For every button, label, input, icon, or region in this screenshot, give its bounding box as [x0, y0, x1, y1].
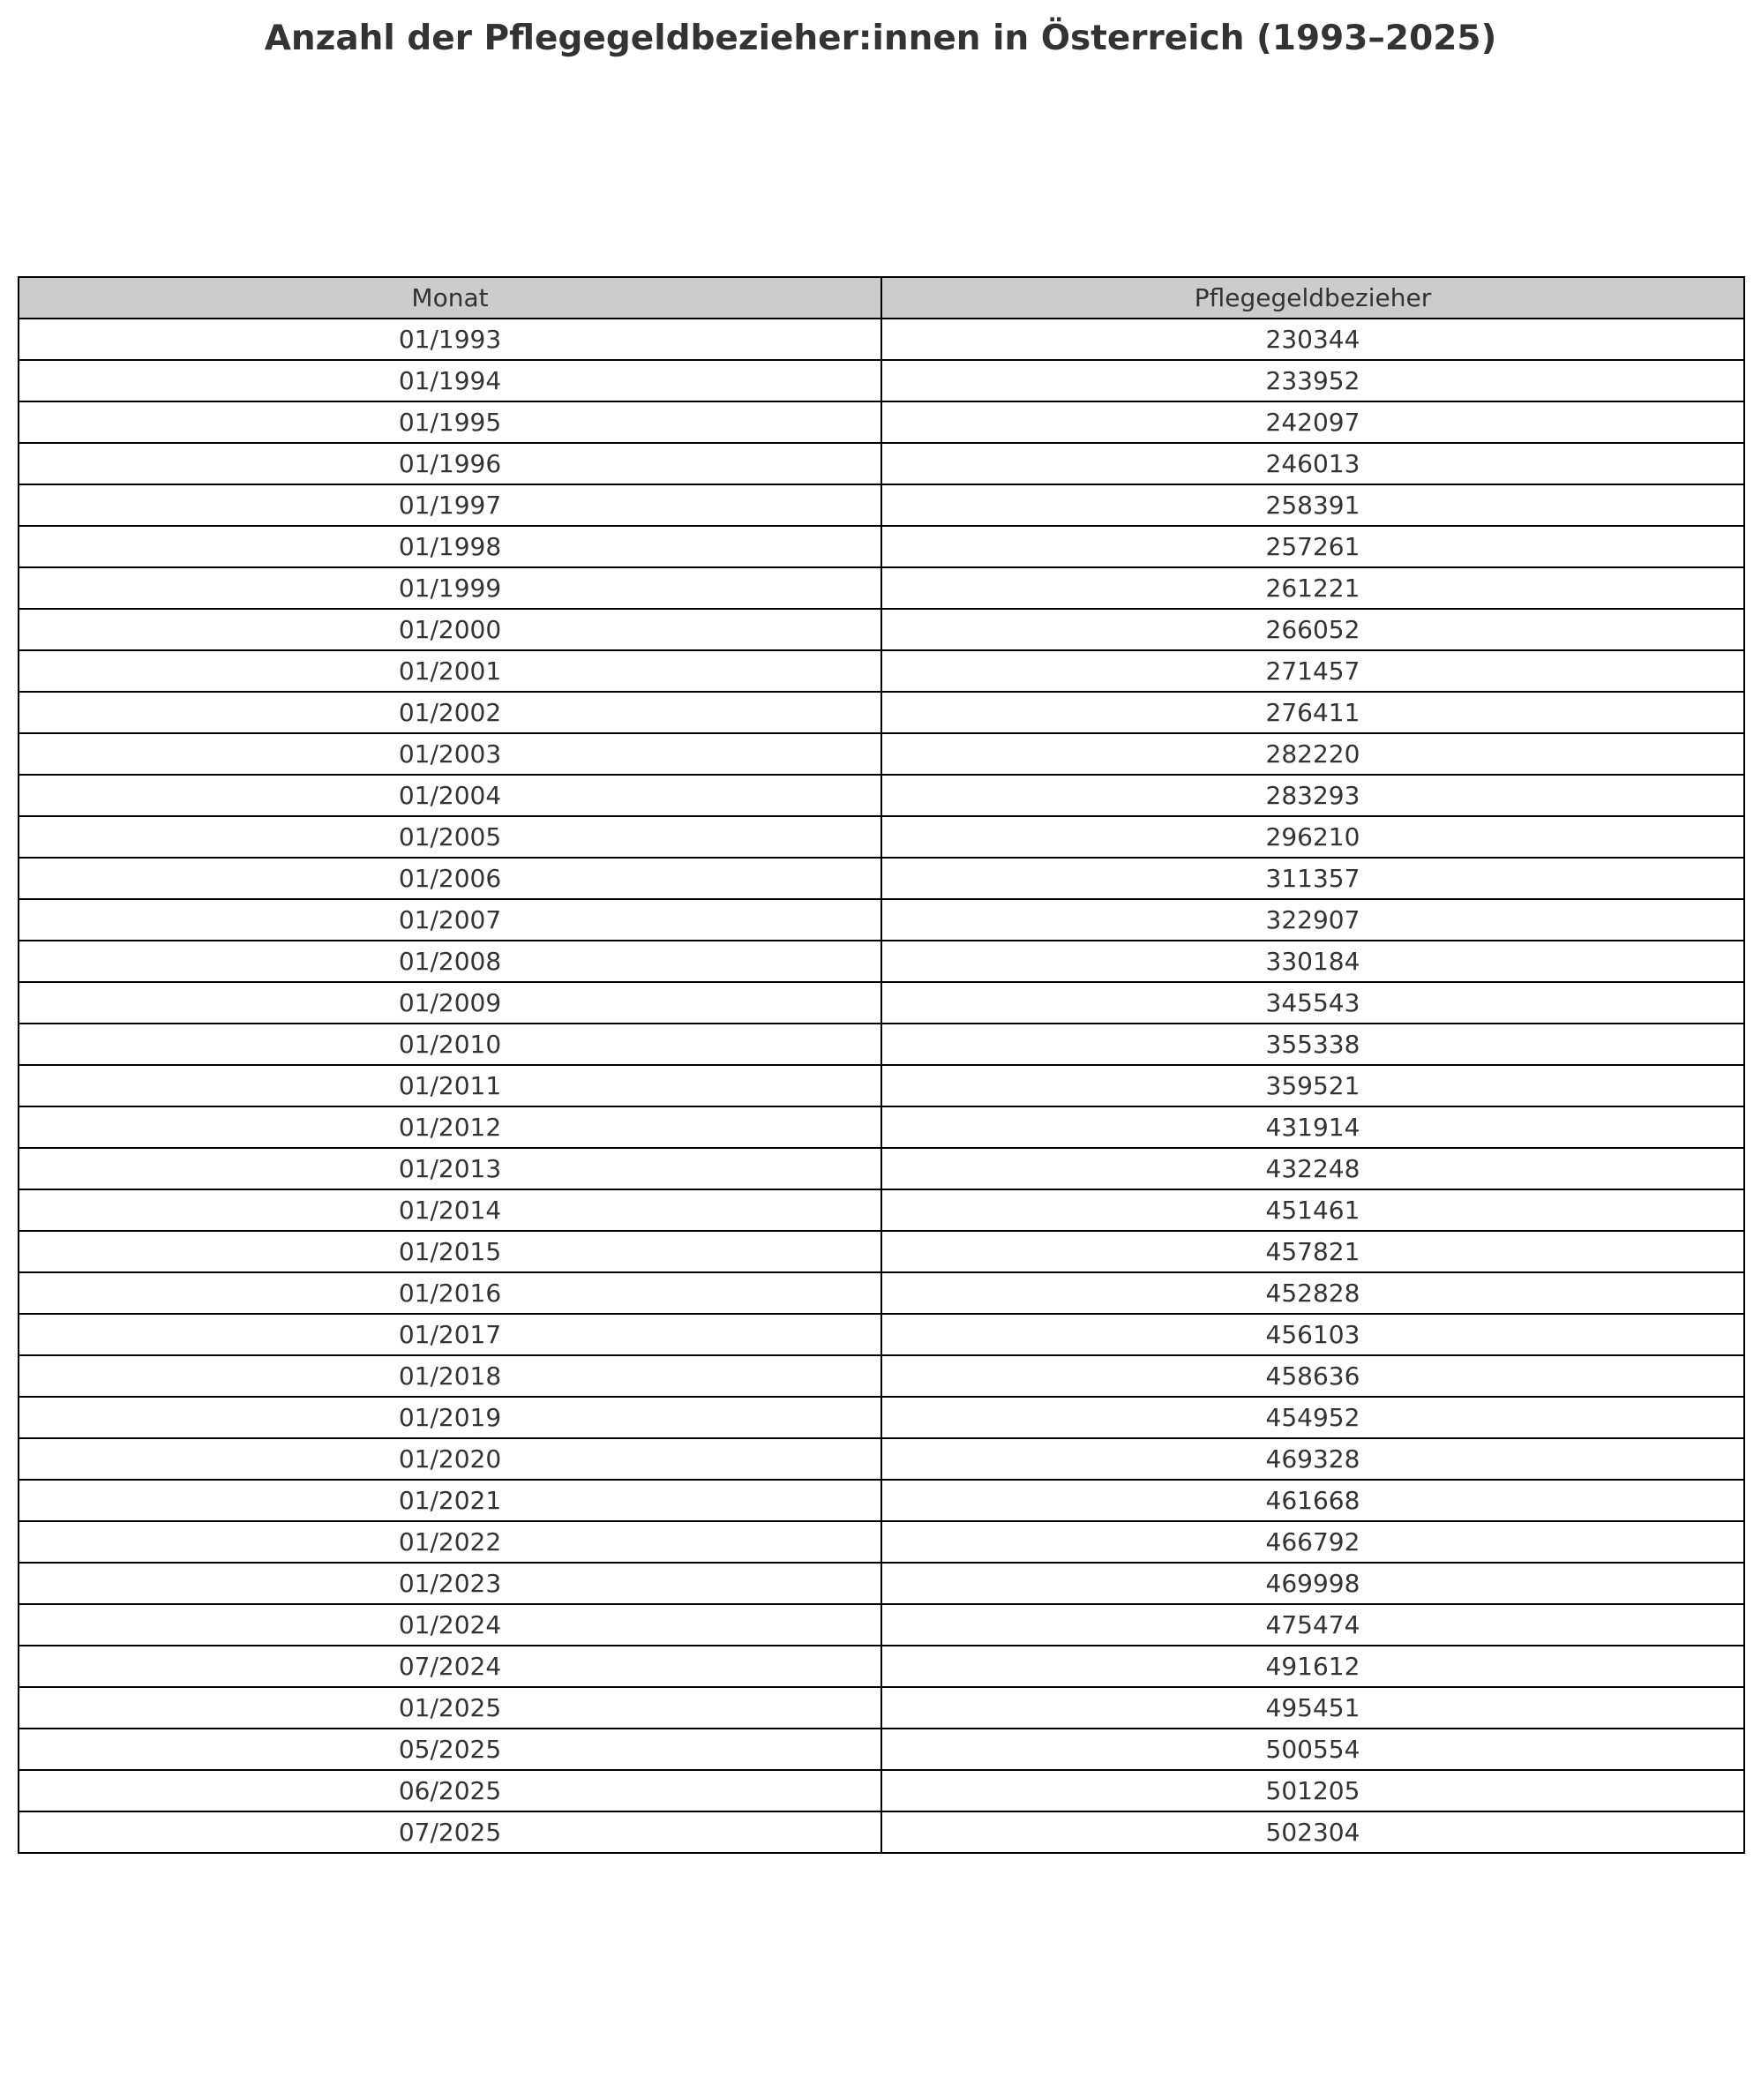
table-row [19, 1397, 1744, 1438]
cell-monat: 01/2002 [19, 692, 881, 733]
cell-monat: 01/2022 [19, 1521, 881, 1563]
cell-monat: 01/2001 [19, 650, 881, 692]
table-row [19, 1148, 1744, 1189]
cell-pflegegeldbezieher: 432248 [881, 1148, 1744, 1189]
cell-pflegegeldbezieher: 257261 [881, 526, 1744, 567]
cell-monat: 01/2012 [19, 1106, 881, 1148]
cell-monat: 01/1993 [19, 319, 881, 360]
table-row [19, 567, 1744, 609]
cell-pflegegeldbezieher: 242097 [881, 401, 1744, 443]
cell-pflegegeldbezieher: 451461 [881, 1189, 1744, 1231]
cell-monat: 07/2024 [19, 1646, 881, 1687]
cell-monat: 01/2006 [19, 858, 881, 899]
cell-monat: 01/1996 [19, 443, 881, 484]
cell-monat: 01/2013 [19, 1148, 881, 1189]
table-header-row [19, 277, 1744, 319]
table-row [19, 1480, 1744, 1521]
cell-pflegegeldbezieher: 431914 [881, 1106, 1744, 1148]
cell-monat: 01/1997 [19, 484, 881, 526]
cell-pflegegeldbezieher: 296210 [881, 816, 1744, 858]
cell-monat: 01/2000 [19, 609, 881, 650]
cell-monat: 01/2007 [19, 899, 881, 941]
table-row [19, 360, 1744, 401]
cell-pflegegeldbezieher: 452828 [881, 1272, 1744, 1314]
cell-pflegegeldbezieher: 330184 [881, 941, 1744, 982]
cell-monat: 01/2014 [19, 1189, 881, 1231]
cell-pflegegeldbezieher: 266052 [881, 609, 1744, 650]
cell-pflegegeldbezieher: 456103 [881, 1314, 1744, 1355]
cell-pflegegeldbezieher: 454952 [881, 1397, 1744, 1438]
cell-monat: 01/1994 [19, 360, 881, 401]
cell-monat: 05/2025 [19, 1729, 881, 1770]
cell-pflegegeldbezieher: 246013 [881, 443, 1744, 484]
table-row [19, 401, 1744, 443]
cell-pflegegeldbezieher: 282220 [881, 733, 1744, 775]
table-row [19, 1604, 1744, 1646]
table-row [19, 733, 1744, 775]
table-row [19, 1521, 1744, 1563]
table-body [19, 319, 1744, 1853]
table-row [19, 1231, 1744, 1272]
cell-monat: 01/2003 [19, 733, 881, 775]
table-row [19, 1106, 1744, 1148]
cell-pflegegeldbezieher: 311357 [881, 858, 1744, 899]
table-row [19, 1189, 1744, 1231]
cell-pflegegeldbezieher: 469328 [881, 1438, 1744, 1480]
cell-pflegegeldbezieher: 466792 [881, 1521, 1744, 1563]
cell-pflegegeldbezieher: 500554 [881, 1729, 1744, 1770]
cell-monat: 01/2021 [19, 1480, 881, 1521]
cell-monat: 06/2025 [19, 1770, 881, 1811]
cell-monat: 01/2017 [19, 1314, 881, 1355]
table-row [19, 484, 1744, 526]
table-row [19, 526, 1744, 567]
table-row [19, 1438, 1744, 1480]
table-row [19, 1065, 1744, 1106]
column-header-pflegegeldbezieher: Pflegegeldbezieher [881, 277, 1744, 319]
cell-pflegegeldbezieher: 458636 [881, 1355, 1744, 1397]
data-table [18, 276, 1745, 1854]
cell-monat: 01/2025 [19, 1687, 881, 1729]
cell-pflegegeldbezieher: 261221 [881, 567, 1744, 609]
table-row [19, 1687, 1744, 1729]
data-table-container [18, 276, 1745, 1854]
cell-monat: 01/2019 [19, 1397, 881, 1438]
cell-pflegegeldbezieher: 355338 [881, 1024, 1744, 1065]
cell-monat: 01/2005 [19, 816, 881, 858]
cell-pflegegeldbezieher: 230344 [881, 319, 1744, 360]
table-row [19, 1355, 1744, 1397]
cell-monat: 01/1998 [19, 526, 881, 567]
cell-pflegegeldbezieher: 276411 [881, 692, 1744, 733]
cell-monat: 01/2008 [19, 941, 881, 982]
cell-monat: 01/2010 [19, 1024, 881, 1065]
table-row [19, 609, 1744, 650]
cell-monat: 01/2024 [19, 1604, 881, 1646]
cell-monat: 01/2009 [19, 982, 881, 1024]
cell-pflegegeldbezieher: 475474 [881, 1604, 1744, 1646]
cell-pflegegeldbezieher: 283293 [881, 775, 1744, 816]
cell-pflegegeldbezieher: 502304 [881, 1811, 1744, 1853]
cell-pflegegeldbezieher: 271457 [881, 650, 1744, 692]
cell-pflegegeldbezieher: 258391 [881, 484, 1744, 526]
cell-pflegegeldbezieher: 457821 [881, 1231, 1744, 1272]
table-row [19, 443, 1744, 484]
column-header-monat: Monat [19, 277, 881, 319]
cell-monat: 01/2023 [19, 1563, 881, 1604]
cell-monat: 01/2015 [19, 1231, 881, 1272]
table-row [19, 1770, 1744, 1811]
cell-monat: 07/2025 [19, 1811, 881, 1853]
table-row [19, 1024, 1744, 1065]
table-row [19, 899, 1744, 941]
chart-title: Anzahl der Pflegegeldbezieher:innen in Österreich (1993–2025) [264, 19, 1497, 58]
cell-pflegegeldbezieher: 345543 [881, 982, 1744, 1024]
table-row [19, 858, 1744, 899]
cell-pflegegeldbezieher: 491612 [881, 1646, 1744, 1687]
cell-monat: 01/2011 [19, 1065, 881, 1106]
table-row [19, 1272, 1744, 1314]
table-row [19, 941, 1744, 982]
cell-monat: 01/1999 [19, 567, 881, 609]
cell-pflegegeldbezieher: 495451 [881, 1687, 1744, 1729]
cell-pflegegeldbezieher: 461668 [881, 1480, 1744, 1521]
cell-monat: 01/2018 [19, 1355, 881, 1397]
cell-monat: 01/2016 [19, 1272, 881, 1314]
table-row [19, 692, 1744, 733]
table-row [19, 1563, 1744, 1604]
table-row [19, 982, 1744, 1024]
cell-pflegegeldbezieher: 359521 [881, 1065, 1744, 1106]
cell-pflegegeldbezieher: 233952 [881, 360, 1744, 401]
cell-pflegegeldbezieher: 501205 [881, 1770, 1744, 1811]
table-row [19, 775, 1744, 816]
cell-monat: 01/2004 [19, 775, 881, 816]
cell-monat: 01/1995 [19, 401, 881, 443]
table-row [19, 1729, 1744, 1770]
table-row [19, 319, 1744, 360]
table-row [19, 1646, 1744, 1687]
cell-monat: 01/2020 [19, 1438, 881, 1480]
table-row [19, 1314, 1744, 1355]
table-row [19, 650, 1744, 692]
cell-pflegegeldbezieher: 469998 [881, 1563, 1744, 1604]
table-row [19, 816, 1744, 858]
cell-pflegegeldbezieher: 322907 [881, 899, 1744, 941]
table-row [19, 1811, 1744, 1853]
